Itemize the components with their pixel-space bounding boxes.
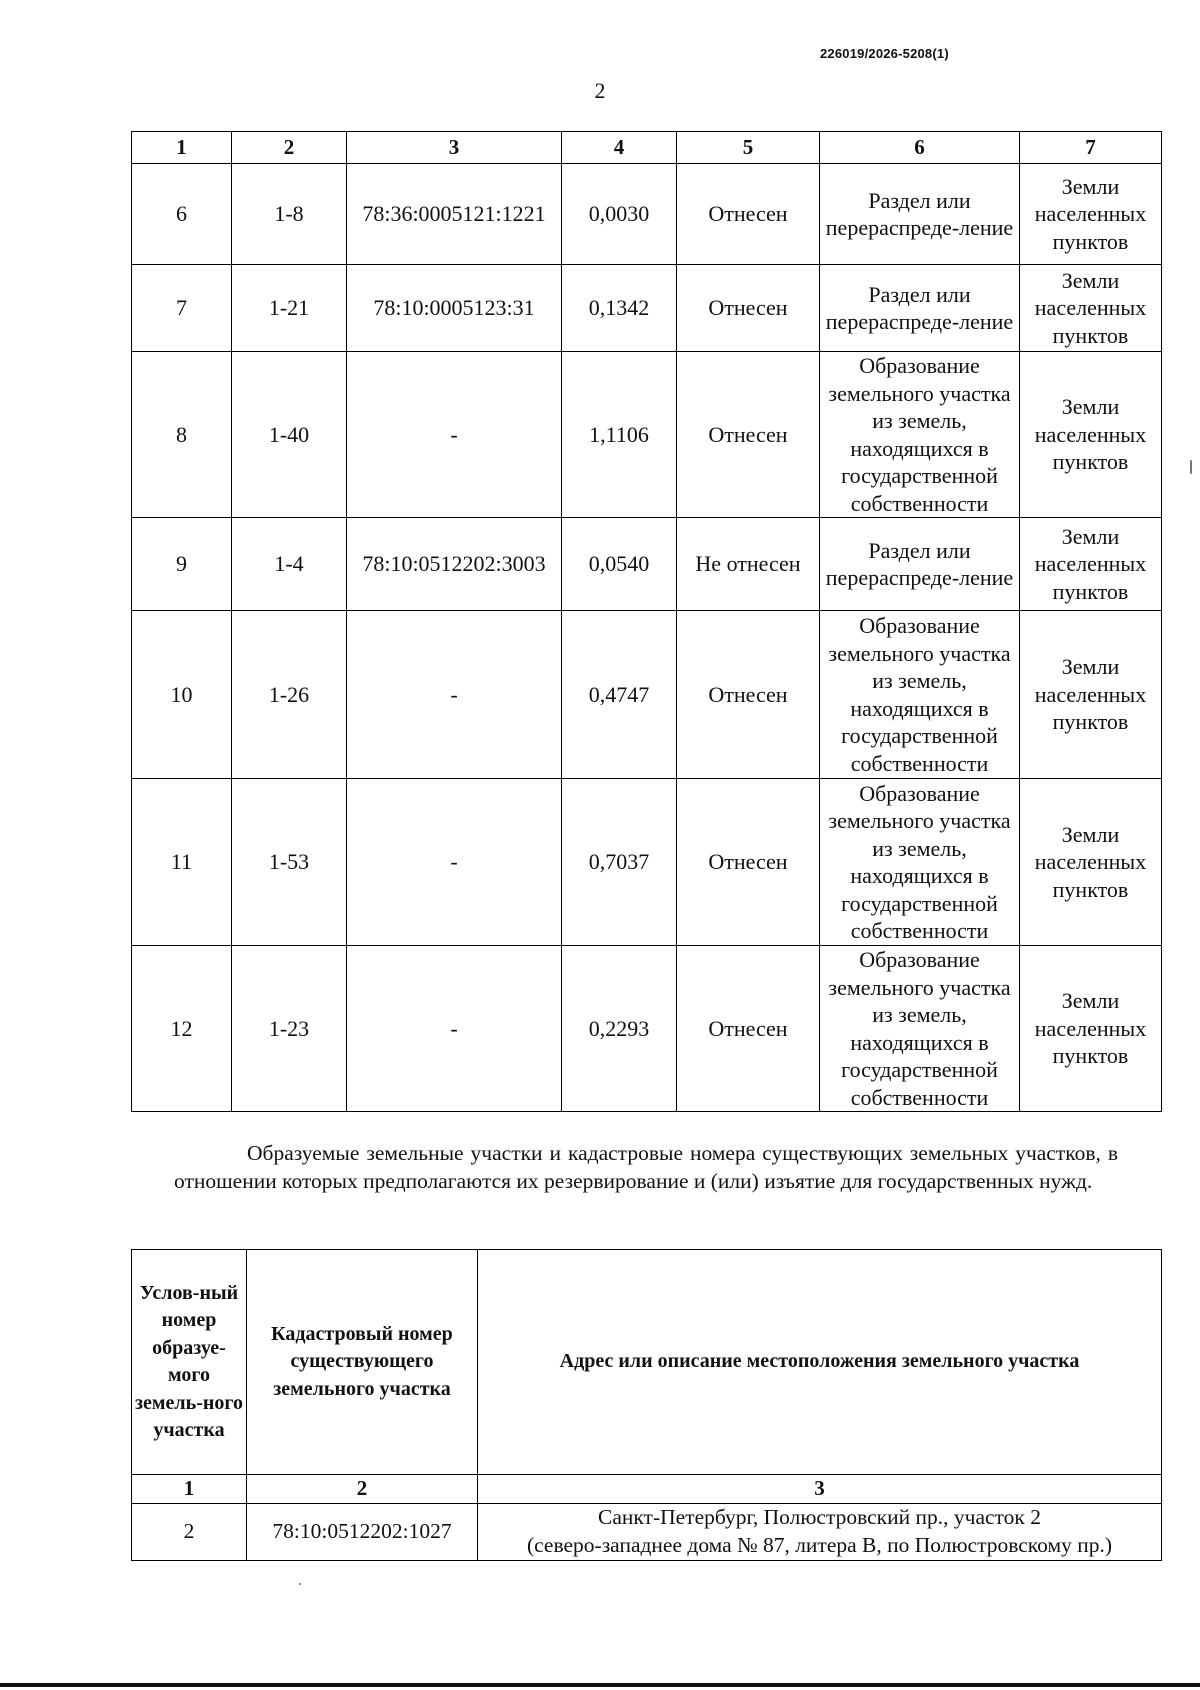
row-number: 11 [132, 779, 232, 946]
formation-method: Образование земельного участка из земель, находящихся в государственной собственности [820, 779, 1020, 946]
status: Отнесен [677, 265, 820, 352]
land-plots-table [131, 131, 1162, 1112]
plot-code: 1-21 [232, 265, 347, 352]
reservation-paragraph: Образуемые земельные участки и кадастровые номера существующих земельных участков, в отношении которых предполагаются их резервирование и (или) изъятие для государственных нужд. [174, 1141, 1118, 1193]
cadastral-number: 78:10:0005123:31 [347, 265, 562, 352]
plot-area: 0,7037 [562, 779, 677, 946]
header-conditional-number: Услов-ный номер образуе-мого земель-ного участка [132, 1250, 247, 1475]
table-row [132, 779, 1162, 946]
row-number: 10 [132, 611, 232, 779]
column-number: 1 [132, 1475, 247, 1504]
plot-code: 1-40 [232, 352, 347, 518]
row-number: 12 [132, 946, 232, 1112]
column-number: 3 [347, 132, 562, 164]
plot-code: 1-23 [232, 946, 347, 1112]
status: Отнесен [677, 352, 820, 518]
formation-method: Образование земельного участка из земель, находящихся в государственной собственности [820, 352, 1020, 518]
plot-area: 0,0030 [562, 164, 677, 265]
row-number: 6 [132, 164, 232, 265]
formation-method: Образование земельного участка из земель, находящихся в государственной собственности [820, 611, 1020, 779]
row-number: 8 [132, 352, 232, 518]
plot-area: 0,2293 [562, 946, 677, 1112]
formation-method: Образование земельного участка из земель, находящихся в государственной собственности [820, 946, 1020, 1112]
status: Не отнесен [677, 518, 820, 611]
status: Отнесен [677, 779, 820, 946]
column-number-row [132, 1475, 1162, 1504]
column-number: 2 [247, 1475, 478, 1504]
cadastral-number: 78:36:0005121:1221 [347, 164, 562, 265]
column-number: 3 [478, 1475, 1162, 1504]
row-number: 7 [132, 265, 232, 352]
cadastral-number: - [347, 611, 562, 779]
table-row [132, 611, 1162, 779]
plot-area: 0,1342 [562, 265, 677, 352]
header-address: Адрес или описание местоположения земельного участка [478, 1250, 1162, 1475]
land-category: Земли населенных пунктов [1020, 779, 1162, 946]
column-number: 6 [820, 132, 1020, 164]
cadastral-number: - [347, 946, 562, 1112]
address [478, 1503, 1162, 1560]
table-row [132, 164, 1162, 265]
address-line: Санкт-Петербург, Полюстровский пр., участок 2 [598, 1505, 1041, 1529]
header-row [132, 1250, 1162, 1475]
land-category: Земли населенных пунктов [1020, 164, 1162, 265]
plot-code: 1-4 [232, 518, 347, 611]
table-row [132, 518, 1162, 611]
cadastral-number: 78:10:0512202:3003 [347, 518, 562, 611]
table-row [132, 352, 1162, 518]
cadastral-number: 78:10:0512202:1027 [247, 1503, 478, 1560]
plot-area: 0,0540 [562, 518, 677, 611]
column-number: 2 [232, 132, 347, 164]
cadastral-number: - [347, 352, 562, 518]
table-row [132, 265, 1162, 352]
column-number: 4 [562, 132, 677, 164]
table-row [132, 946, 1162, 1112]
status: Отнесен [677, 946, 820, 1112]
formation-method: Раздел или перераспреде-ление [820, 265, 1020, 352]
land-category: Земли населенных пунктов [1020, 946, 1162, 1112]
land-category: Земли населенных пунктов [1020, 518, 1162, 611]
column-number-row [132, 132, 1162, 164]
formation-method: Раздел или перераспреде-ление [820, 518, 1020, 611]
land-category: Земли населенных пунктов [1020, 611, 1162, 779]
column-number: 1 [132, 132, 232, 164]
scan-edge-line [0, 1683, 1200, 1687]
land-category: Земли населенных пунктов [1020, 352, 1162, 518]
column-number: 7 [1020, 132, 1162, 164]
land-category: Земли населенных пунктов [1020, 265, 1162, 352]
plot-code: 1-53 [232, 779, 347, 946]
address-line: (северо-западнее дома № 87, литера В, по Полюстровскому пр.) [526, 1532, 1113, 1557]
row-number: 9 [132, 518, 232, 611]
page-number: 2 [594, 78, 606, 103]
status: Отнесен [677, 611, 820, 779]
scan-speck [299, 1583, 301, 1585]
scan-speck [1190, 460, 1192, 474]
document-number: 226019/2026-5208(1) [820, 46, 949, 61]
table-row [132, 1503, 1162, 1560]
formation-method: Раздел или перераспреде-ление [820, 164, 1020, 265]
header-cadastral-number: Кадастровый номер существующего земельного участка [247, 1250, 478, 1475]
plot-code: 1-8 [232, 164, 347, 265]
plot-code: 1-26 [232, 611, 347, 779]
plot-area: 0,4747 [562, 611, 677, 779]
plot-area: 1,1106 [562, 352, 677, 518]
column-number: 5 [677, 132, 820, 164]
reservation-table [131, 1249, 1162, 1561]
conditional-number: 2 [132, 1503, 247, 1560]
cadastral-number: - [347, 779, 562, 946]
status: Отнесен [677, 164, 820, 265]
